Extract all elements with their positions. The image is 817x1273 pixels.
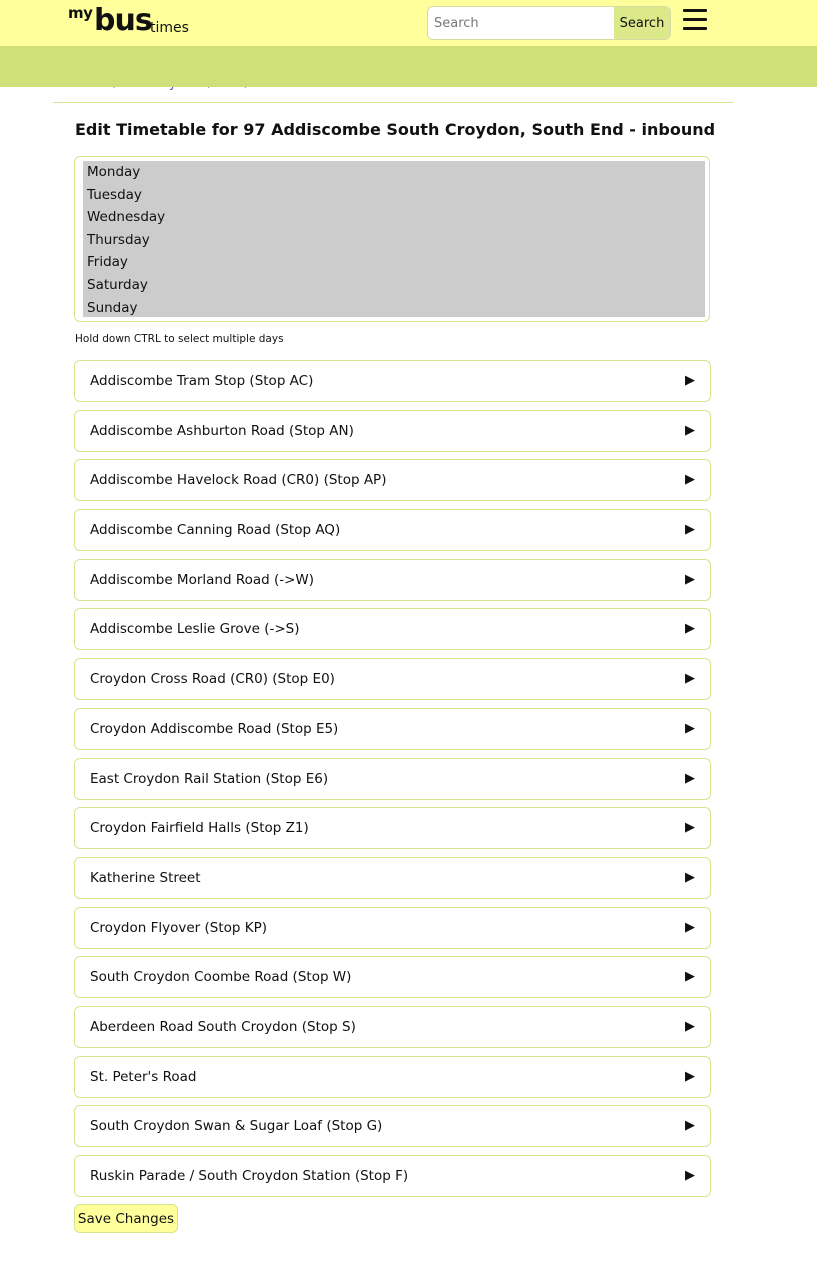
- expand-arrow-icon[interactable]: ▶: [685, 1068, 695, 1084]
- expand-arrow-icon[interactable]: ▶: [685, 1018, 695, 1034]
- stop-label: South Croydon Swan & Sugar Loaf (Stop G): [90, 1118, 383, 1135]
- stop-label: Addiscombe Ashburton Road (Stop AN): [90, 422, 354, 439]
- day-option-thursday[interactable]: Thursday: [87, 231, 150, 248]
- day-option-sunday[interactable]: Sunday: [87, 299, 138, 316]
- day-option-wednesday[interactable]: Wednesday: [87, 209, 166, 226]
- expand-arrow-icon[interactable]: ▶: [685, 373, 695, 388]
- search-form: [427, 6, 671, 40]
- day-option-monday[interactable]: Monday: [87, 164, 141, 180]
- stop-row[interactable]: [74, 1056, 711, 1098]
- days-options[interactable]: [83, 161, 705, 317]
- stop-label: Ruskin Parade / South Croydon Station (Stop F): [90, 1168, 409, 1184]
- top-navbar: [0, 0, 817, 46]
- stop-label: Addiscombe Leslie Grove (->S): [90, 621, 300, 638]
- stop-row[interactable]: [74, 907, 711, 949]
- logo-times: times: [150, 20, 189, 36]
- expand-arrow-icon[interactable]: ▶: [685, 472, 695, 488]
- stop-row[interactable]: [74, 459, 711, 501]
- stop-row[interactable]: [74, 410, 711, 452]
- expand-arrow-icon[interactable]: ▶: [685, 571, 695, 587]
- hamburger-menu-icon[interactable]: [683, 9, 707, 31]
- stop-list: [74, 360, 711, 1205]
- day-option-tuesday[interactable]: Tuesday: [87, 186, 142, 203]
- secondary-navbar: [0, 46, 817, 87]
- stop-row[interactable]: [74, 1105, 711, 1147]
- stop-label: Aberdeen Road South Croydon (Stop S): [90, 1018, 356, 1035]
- expand-arrow-icon[interactable]: ▶: [685, 720, 695, 736]
- stop-label: Katherine Street: [90, 869, 201, 886]
- expand-arrow-icon[interactable]: ▶: [685, 422, 695, 438]
- save-changes-button[interactable]: Save Changes: [74, 1204, 178, 1233]
- stop-label: Addiscombe Canning Road (Stop AQ): [90, 522, 341, 539]
- search-input[interactable]: [428, 7, 614, 39]
- expand-arrow-icon[interactable]: ▶: [685, 671, 695, 687]
- expand-arrow-icon[interactable]: ▶: [685, 621, 695, 637]
- stop-row[interactable]: [74, 559, 711, 601]
- expand-arrow-icon[interactable]: ▶: [685, 969, 695, 985]
- stop-label: Croydon Fairfield Halls (Stop Z1): [90, 820, 309, 837]
- stop-label: Addiscombe Morland Road (->W): [90, 571, 315, 588]
- divider: [53, 102, 733, 103]
- logo-bus: bus: [94, 3, 152, 38]
- stop-row[interactable]: [74, 807, 711, 849]
- expand-arrow-icon[interactable]: ▶: [685, 1118, 695, 1134]
- expand-arrow-icon[interactable]: ▶: [685, 919, 695, 935]
- stop-row[interactable]: [74, 608, 711, 650]
- stop-label: Addiscombe Havelock Road (CR0) (Stop AP): [90, 472, 387, 489]
- search-button[interactable]: Search: [614, 7, 670, 39]
- stop-label: Croydon Cross Road (CR0) (Stop E0): [90, 671, 335, 688]
- stop-row[interactable]: [74, 708, 711, 750]
- stop-label: Addiscombe Tram Stop (Stop AC): [90, 373, 314, 389]
- stop-row[interactable]: [74, 509, 711, 551]
- site-logo[interactable]: [68, 4, 198, 38]
- day-option-friday[interactable]: Friday: [87, 254, 128, 271]
- stop-row[interactable]: [74, 758, 711, 800]
- stop-label: Croydon Flyover (Stop KP): [90, 919, 268, 936]
- stop-row[interactable]: [74, 1006, 711, 1048]
- expand-arrow-icon[interactable]: ▶: [685, 522, 695, 538]
- stop-label: Croydon Addiscombe Road (Stop E5): [90, 720, 339, 737]
- stop-row[interactable]: [74, 658, 711, 700]
- expand-arrow-icon[interactable]: ▶: [685, 820, 695, 836]
- expand-arrow-icon[interactable]: ▶: [685, 869, 695, 885]
- days-hint: Hold down CTRL to select multiple days: [75, 333, 284, 345]
- stop-label: South Croydon Coombe Road (Stop W): [90, 969, 352, 986]
- expand-arrow-icon[interactable]: ▶: [685, 1168, 695, 1183]
- page-title: Edit Timetable for 97 Addiscombe South Croydon, South End - inbound: [75, 120, 716, 139]
- stop-row[interactable]: [74, 857, 711, 899]
- stop-row[interactable]: [74, 956, 711, 998]
- stop-label: St. Peter's Road: [90, 1068, 197, 1085]
- day-option-saturday[interactable]: Saturday: [87, 276, 148, 293]
- stop-label: East Croydon Rail Station (Stop E6): [90, 770, 329, 787]
- days-select[interactable]: [74, 156, 710, 322]
- stop-row[interactable]: [74, 360, 711, 402]
- expand-arrow-icon[interactable]: ▶: [685, 770, 695, 786]
- stop-row[interactable]: [74, 1155, 711, 1197]
- logo-my: my: [68, 4, 93, 22]
